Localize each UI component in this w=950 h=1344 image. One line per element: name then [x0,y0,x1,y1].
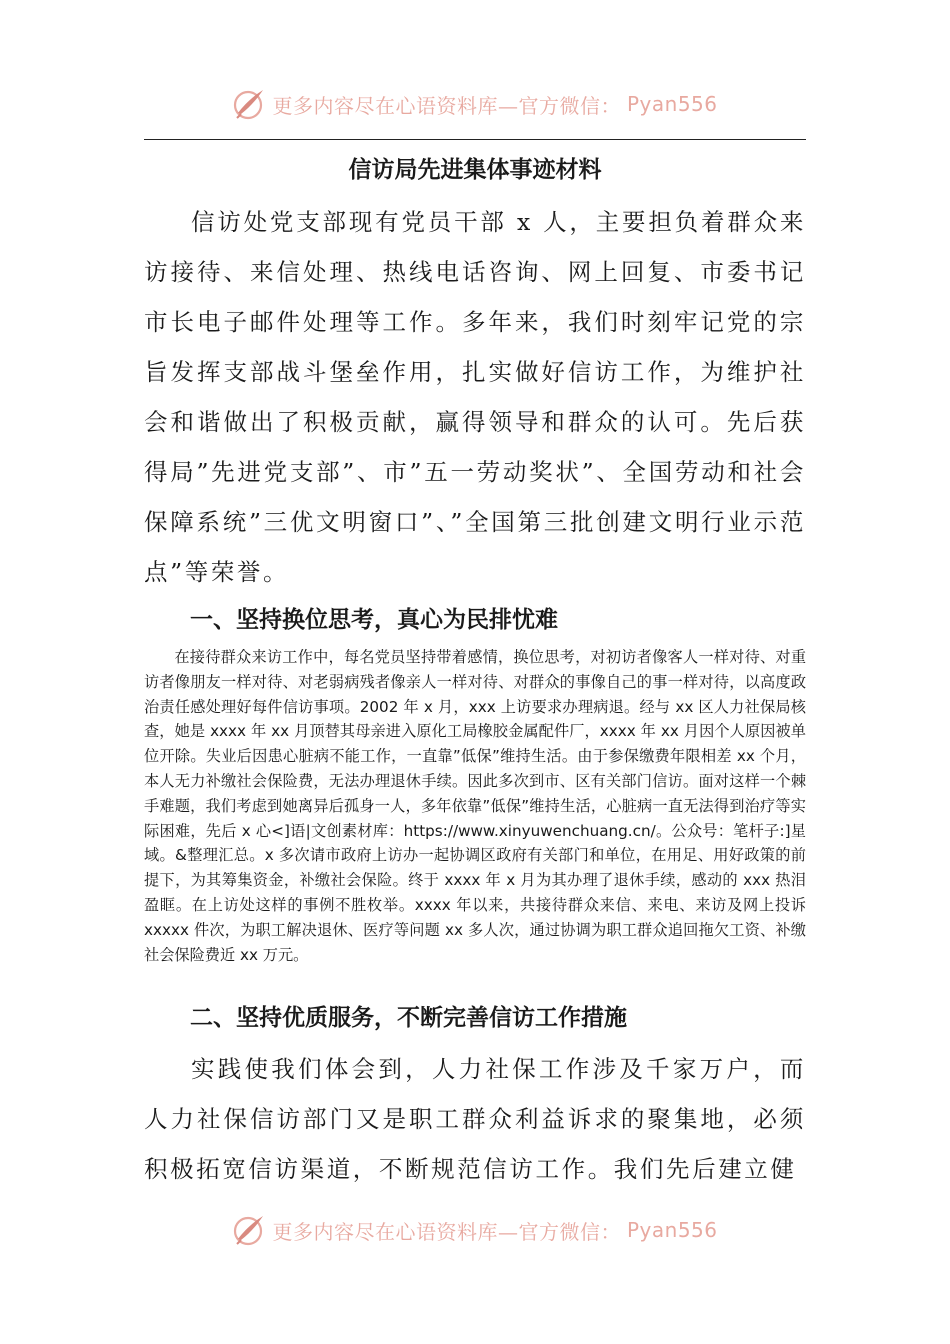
watermark-text: 更多内容尽在心语资料库—官方微信： [272,1219,621,1244]
section-2-paragraph: 实践使我们体会到，人力社保工作涉及千家万户，而人力社保信访部门又是职工群众利益诉求的聚集地，必须积极拓宽信访渠道，不断规范信访工作。我们先后建立健 [144,1055,806,1183]
watermark-header [0,84,950,124]
watermark-text: 更多内容尽在心语资料库—官方微信： [272,93,621,118]
watermark-footer [0,1210,950,1250]
header-divider [144,139,806,140]
watermark-wechat-id: Pyan556 [626,92,718,116]
quill-logo-icon [232,1213,266,1247]
intro-paragraph: 信访处党支部现有党员干部 x 人，主要担负着群众来访接待、来信处理、热线电话咨询、网上回复、市委书记市长电子邮件处理等工作。多年来，我们时刻牢记党的宗旨发挥支部战斗堡垒作用，扎实做好信访工作，为维护社会和谐做出了积极贡献，赢得领导和群众的认可。先后获得局”先进党支部”、市”五一劳动奖状”、全国劳动和社会保障系统”三优文明窗口”、”全国第三批创建文明行业示范点”等荣誉。 [144,208,806,586]
document-title: 信访局先进集体事迹材料 [348,157,602,183]
quill-logo-icon [232,87,266,121]
section-heading-1: 一、坚持换位思考，真心为民排忧难 [190,607,558,633]
section-heading-2: 二、坚持优质服务，不断完善信访工作措施 [190,1005,627,1031]
section-1-paragraph: 在接待群众来访工作中，每名党员坚持带着感情，换位思考，对初访者像客人一样对待、对重访者像朋友一样对待、对老弱病残者像亲人一样对待、对群众的事像自己的事一样对待，以高度政治责任感处理好每件信访事项。2002 年 x 月，xxx 上访要求办理病退。经与 xx 区人力社保局核查，她是 xxxx 年 xx 月顶替其母亲进入原化工局橡胶金属配件厂，xxxx 年 xx 月因个人原因被单位开除。失业后因患心脏病不能工作，一直靠”低保”维持生活。由于参保缴费年限相差 xx 个月，本人无力补缴社会保险费，无法办理退休手续。因此多次到市、区有关部门信访。面对这样一个棘手难题，我们考虑到她离异后孤身一人，多年依靠”低保”维持生活，心脏病一直无法得到治疗等实际困难，先后 x 心<]语|文创素材库：https://www.xinyuwenchuang.cn/。公众号：笔杆子:]星域。&整理汇总。x 多次请市政府上访办一起协调区政府有关部门和单位，在用足、用好政策的前提下，为其筹集资金，补缴社会保险。终于 xxxx 年 x 月为其办理了退休手续，感动的 xxx 热泪盈眶。在上访处这样的事例不胜枚举。xxxx 年以来，共接待群众来信、来电、来访及网上投诉 xxxxx 件次，为职工解决退休、医疗等问题 xx 多人次，通过协调为职工群众追回拖欠工资、补缴社会保险费近 xx 万元。 [144,648,806,964]
watermark-wechat-id: Pyan556 [626,1218,718,1242]
